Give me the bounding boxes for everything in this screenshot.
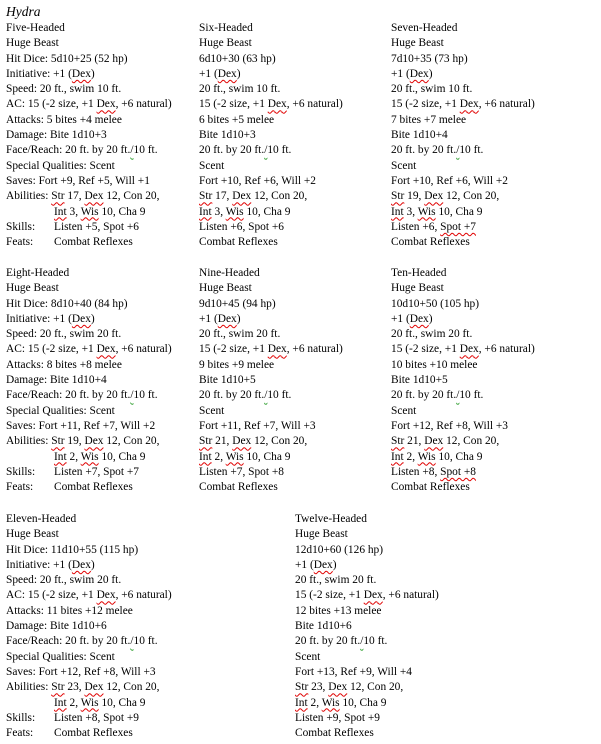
spell-marked-word: Str (391, 435, 405, 448)
damage: Bite 1d10+3 (199, 129, 256, 142)
skills: Listen +6, Spot +6 (199, 220, 284, 233)
spell-marked-word: Dex (217, 312, 237, 325)
grammar-marked-text: / (456, 389, 460, 402)
attacks: 10 bites +10 melee (391, 358, 478, 371)
skills: Listen +6, Spot +7 (391, 220, 476, 233)
spell-marked-word: Str (51, 435, 65, 448)
speed: Speed: 20 ft., swim 10 ft. (6, 83, 122, 96)
creature-name: Eight-Headed (6, 267, 70, 279)
spell-marked-word: Dex (96, 343, 116, 356)
armor-class: 15 (-2 size, +1 Dex, +6 natural) (391, 343, 535, 356)
creature-type: Huge Beast (295, 528, 348, 541)
attacks: 9 bites +9 melee (199, 358, 275, 371)
special-qualities: Special Qualities: Scent (6, 650, 115, 663)
armor-class: AC: 15 (-2 size, +1 Dex, +6 natural) (6, 589, 172, 602)
spell-marked-word: Str (199, 435, 213, 448)
spot-value: Spot +6 (248, 220, 284, 233)
feats: Feats: Combat Reflexes (6, 726, 172, 741)
hit-dice: 7d10+35 (73 hp) (391, 52, 468, 65)
spell-marked-word: Wis (225, 450, 244, 463)
abilities-line-2: Int 2, Wis 10, Cha 9 (295, 696, 387, 709)
spell-marked-word: Dex (267, 343, 287, 356)
spell-marked-word: Wis (417, 205, 436, 218)
hit-dice: 9d10+45 (94 hp) (199, 297, 276, 310)
attacks: 12 bites +13 melee (295, 604, 382, 617)
skills: Listen +9, Spot +9 (295, 711, 380, 724)
abilities-line-2: Int 3, Wis 10, Cha 9 (54, 205, 146, 218)
damage: Damage: Bite 1d10+6 (6, 620, 107, 633)
spell-marked-word: Dex (84, 190, 104, 203)
abilities-line-1: Str 23, Dex 12, Con 20, (295, 681, 404, 694)
special-qualities: Special Qualities: Scent (6, 404, 115, 417)
spell-marked-word: Int (391, 450, 404, 463)
stat-block (6, 21, 172, 250)
armor-class: 15 (-2 size, +1 Dex, +6 natural) (199, 343, 343, 356)
spell-marked-word: Wis (225, 205, 244, 218)
attacks: Attacks: 11 bites +12 melee (6, 604, 133, 617)
document-title: Hydra (6, 4, 41, 19)
stat-block (391, 21, 535, 250)
spell-marked-word: Str (199, 190, 213, 203)
grammar-marked-text: / (130, 389, 134, 402)
stat-block (199, 21, 343, 250)
speed: 20 ft., swim 10 ft. (391, 83, 473, 96)
abilities-line-1: Str 21, Dex 12, Con 20, (199, 435, 308, 448)
grammar-marked-text: / (264, 144, 268, 157)
spell-marked-word: Int (54, 205, 67, 218)
stat-block (391, 266, 535, 495)
spell-marked-word: Dex (409, 67, 429, 80)
spot-value: Spot +7 (103, 465, 139, 478)
grammar-marked-text: / (130, 635, 134, 648)
face-reach: 20 ft. by 20 ft./10 ft. (391, 389, 484, 402)
abilities-line-2: Int 2, Wis 10, Cha 9 (54, 450, 146, 463)
spell-marked-word: Int (54, 450, 67, 463)
saves: Saves: Fort +9, Ref +5, Will +1 (6, 174, 150, 187)
speed: 20 ft., swim 20 ft. (199, 328, 281, 341)
feats: Combat Reflexes (199, 236, 278, 249)
skills: Skills: Listen +8, Spot +9 (6, 711, 172, 726)
abilities-line-2: Int 2, Wis 10, Cha 9 (199, 450, 291, 463)
abilities-line-1: Str 17, Dex 12, Con 20, (199, 190, 308, 203)
spell-marked-word: Int (199, 205, 212, 218)
spot-value: Spot +9 (344, 711, 380, 724)
spell-marked-word: Wis (321, 696, 340, 709)
spell-marked-word: Dex (424, 190, 444, 203)
spell-marked-word: Dex (96, 589, 116, 602)
face-reach: 20 ft. by 20 ft./10 ft. (295, 635, 388, 648)
creature-type: Huge Beast (199, 37, 252, 50)
saves: Fort +12, Ref +8, Will +3 (391, 419, 509, 432)
special-qualities: Scent (295, 650, 321, 663)
spell-marked-word: Wis (80, 205, 99, 218)
hit-dice: Hit Dice: 11d10+55 (115 hp) (6, 543, 139, 556)
creature-name: Eleven-Headed (6, 513, 77, 525)
creature-name: Seven-Headed (391, 22, 458, 34)
spell-marked-word: Dex (363, 589, 383, 602)
damage: Damage: Bite 1d10+3 (6, 129, 107, 142)
feats: Feats: Combat Reflexes (6, 235, 172, 250)
creature-name: Five-Headed (6, 22, 65, 34)
armor-class: AC: 15 (-2 size, +1 Dex, +6 natural) (6, 343, 172, 356)
skills: Listen +7, Spot +8 (199, 465, 284, 478)
spell-marked-word: Dex (459, 98, 479, 111)
creature-type: Huge Beast (391, 282, 444, 295)
spell-marked-word: Dex (71, 312, 91, 325)
spell-marked-word: Dex (459, 343, 479, 356)
spot-value: Spot +6 (103, 220, 139, 233)
abilities-line-2: Int 3, Wis 10, Cha 9 (391, 205, 483, 218)
damage: Bite 1d10+6 (295, 620, 352, 633)
spell-marked-word: Wis (80, 450, 99, 463)
special-qualities: Scent (391, 159, 417, 172)
spot-value: Spot +8 (440, 465, 476, 478)
spell-marked-word: Int (295, 696, 308, 709)
armor-class: 15 (-2 size, +1 Dex, +6 natural) (295, 589, 439, 602)
initiative: +1 (Dex) (199, 67, 241, 80)
face-reach: Face/Reach: 20 ft. by 20 ft./10 ft. (6, 635, 158, 648)
creature-type: Huge Beast (6, 37, 59, 50)
feats-label: Feats: (6, 481, 34, 494)
skills: Skills: Listen +7, Spot +7 (6, 465, 172, 480)
hit-dice: 12d10+60 (126 hp) (295, 543, 384, 556)
feats: Feats: Combat Reflexes (6, 480, 172, 495)
spell-marked-word: Dex (313, 558, 333, 571)
spell-marked-word: Dex (267, 98, 287, 111)
feats: Combat Reflexes (295, 727, 374, 740)
spell-marked-word: Wis (417, 450, 436, 463)
attacks: 7 bites +7 melee (391, 113, 467, 126)
damage: Bite 1d10+5 (199, 374, 256, 387)
grammar-marked-text: / (264, 389, 268, 402)
speed: Speed: 20 ft., swim 20 ft. (6, 328, 122, 341)
spell-marked-word: Dex (328, 681, 348, 694)
speed: 20 ft., swim 10 ft. (199, 83, 281, 96)
special-qualities: Special Qualities: Scent (6, 159, 115, 172)
face-reach: 20 ft. by 20 ft./10 ft. (199, 389, 292, 402)
damage: Damage: Bite 1d10+4 (6, 374, 107, 387)
creature-type: Huge Beast (6, 282, 59, 295)
spell-marked-word: Int (54, 696, 67, 709)
initiative: Initiative: +1 (Dex) (6, 67, 95, 80)
spell-marked-word: Wis (80, 696, 99, 709)
initiative: +1 (Dex) (295, 558, 337, 571)
initiative: Initiative: +1 (Dex) (6, 558, 95, 571)
stat-block (6, 266, 172, 495)
hit-dice: Hit Dice: 5d10+25 (52 hp) (6, 52, 128, 65)
grammar-marked-text: / (456, 144, 460, 157)
skills: Listen +8, Spot +8 (391, 465, 476, 478)
spell-marked-word: Dex (96, 98, 116, 111)
saves: Fort +11, Ref +7, Will +3 (199, 419, 316, 432)
face-reach: 20 ft. by 20 ft./10 ft. (199, 144, 292, 157)
speed: 20 ft., swim 20 ft. (295, 574, 377, 587)
face-reach: Face/Reach: 20 ft. by 20 ft./10 ft. (6, 389, 158, 402)
feats: Combat Reflexes (391, 236, 470, 249)
spot-value: Spot +7 (440, 220, 476, 233)
spell-marked-word: Dex (409, 312, 429, 325)
attacks: Attacks: 8 bites +8 melee (6, 358, 122, 371)
initiative: +1 (Dex) (199, 312, 241, 325)
special-qualities: Scent (199, 159, 225, 172)
attacks: 6 bites +5 melee (199, 113, 275, 126)
armor-class: 15 (-2 size, +1 Dex, +6 natural) (199, 98, 343, 111)
initiative: +1 (Dex) (391, 312, 433, 325)
stat-block (199, 266, 343, 495)
spell-marked-word: Dex (84, 435, 104, 448)
speed: Speed: 20 ft., swim 20 ft. (6, 574, 122, 587)
initiative: Initiative: +1 (Dex) (6, 312, 95, 325)
spell-marked-word: Str (295, 681, 309, 694)
spell-marked-word: Str (51, 681, 65, 694)
skills: Skills: Listen +5, Spot +6 (6, 220, 172, 235)
abilities-line-1: Abilities: Str 17, Dex 12, Con 20, (6, 190, 160, 203)
feats-label: Feats: (6, 727, 34, 740)
spot-value: Spot +8 (248, 465, 284, 478)
face-reach: Face/Reach: 20 ft. by 20 ft./10 ft. (6, 144, 158, 157)
creature-type: Huge Beast (391, 37, 444, 50)
abilities-line-2: Int 2, Wis 10, Cha 9 (54, 696, 146, 709)
saves: Saves: Fort +12, Ref +8, Will +3 (6, 665, 156, 678)
abilities-line-1: Abilities: Str 23, Dex 12, Con 20, (6, 681, 160, 694)
spell-marked-word: Dex (424, 435, 444, 448)
abilities-line-1: Str 19, Dex 12, Con 20, (391, 190, 500, 203)
grammar-marked-text: / (360, 635, 364, 648)
speed: 20 ft., swim 20 ft. (391, 328, 473, 341)
creature-type: Huge Beast (6, 528, 59, 541)
abilities-line-1: Abilities: Str 19, Dex 12, Con 20, (6, 435, 160, 448)
abilities-line-1: Str 21, Dex 12, Con 20, (391, 435, 500, 448)
spot-value: Spot +9 (103, 711, 139, 724)
damage: Bite 1d10+4 (391, 129, 448, 142)
stat-block (6, 512, 172, 741)
spell-marked-word: Dex (71, 67, 91, 80)
feats: Combat Reflexes (199, 481, 278, 494)
hit-dice: Hit Dice: 8d10+40 (84 hp) (6, 297, 128, 310)
creature-name: Six-Headed (199, 22, 253, 34)
creature-name: Ten-Headed (391, 267, 447, 279)
creature-name: Twelve-Headed (295, 513, 367, 525)
spell-marked-word: Dex (71, 558, 91, 571)
special-qualities: Scent (199, 404, 225, 417)
spell-marked-word: Str (51, 190, 65, 203)
creature-type: Huge Beast (199, 282, 252, 295)
spell-marked-word: Dex (84, 681, 104, 694)
spell-marked-word: Str (391, 190, 405, 203)
initiative: +1 (Dex) (391, 67, 433, 80)
spell-marked-word: Dex (232, 435, 252, 448)
special-qualities: Scent (391, 404, 417, 417)
saves: Saves: Fort +11, Ref +7, Will +2 (6, 419, 156, 432)
abilities-line-2: Int 3, Wis 10, Cha 9 (199, 205, 291, 218)
skills-label: Skills: (6, 465, 36, 478)
skills-label: Skills: (6, 711, 36, 724)
saves: Fort +10, Ref +6, Will +2 (391, 174, 509, 187)
spell-marked-word: Int (199, 450, 212, 463)
armor-class: AC: 15 (-2 size, +1 Dex, +6 natural) (6, 98, 172, 111)
face-reach: 20 ft. by 20 ft./10 ft. (391, 144, 484, 157)
creature-name: Nine-Headed (199, 267, 260, 279)
spell-marked-word: Int (391, 205, 404, 218)
spell-marked-word: Dex (217, 67, 237, 80)
feats: Combat Reflexes (391, 481, 470, 494)
hit-dice: 6d10+30 (63 hp) (199, 52, 276, 65)
feats-label: Feats: (6, 236, 34, 249)
grammar-marked-text: / (130, 144, 134, 157)
armor-class: 15 (-2 size, +1 Dex, +6 natural) (391, 98, 535, 111)
saves: Fort +13, Ref +9, Will +4 (295, 665, 413, 678)
spell-marked-word: Dex (232, 190, 252, 203)
saves: Fort +10, Ref +6, Will +2 (199, 174, 317, 187)
stat-block (295, 512, 439, 741)
skills-label: Skills: (6, 220, 36, 233)
damage: Bite 1d10+5 (391, 374, 448, 387)
abilities-line-2: Int 2, Wis 10, Cha 9 (391, 450, 483, 463)
hit-dice: 10d10+50 (105 hp) (391, 297, 480, 310)
attacks: Attacks: 5 bites +4 melee (6, 113, 122, 126)
